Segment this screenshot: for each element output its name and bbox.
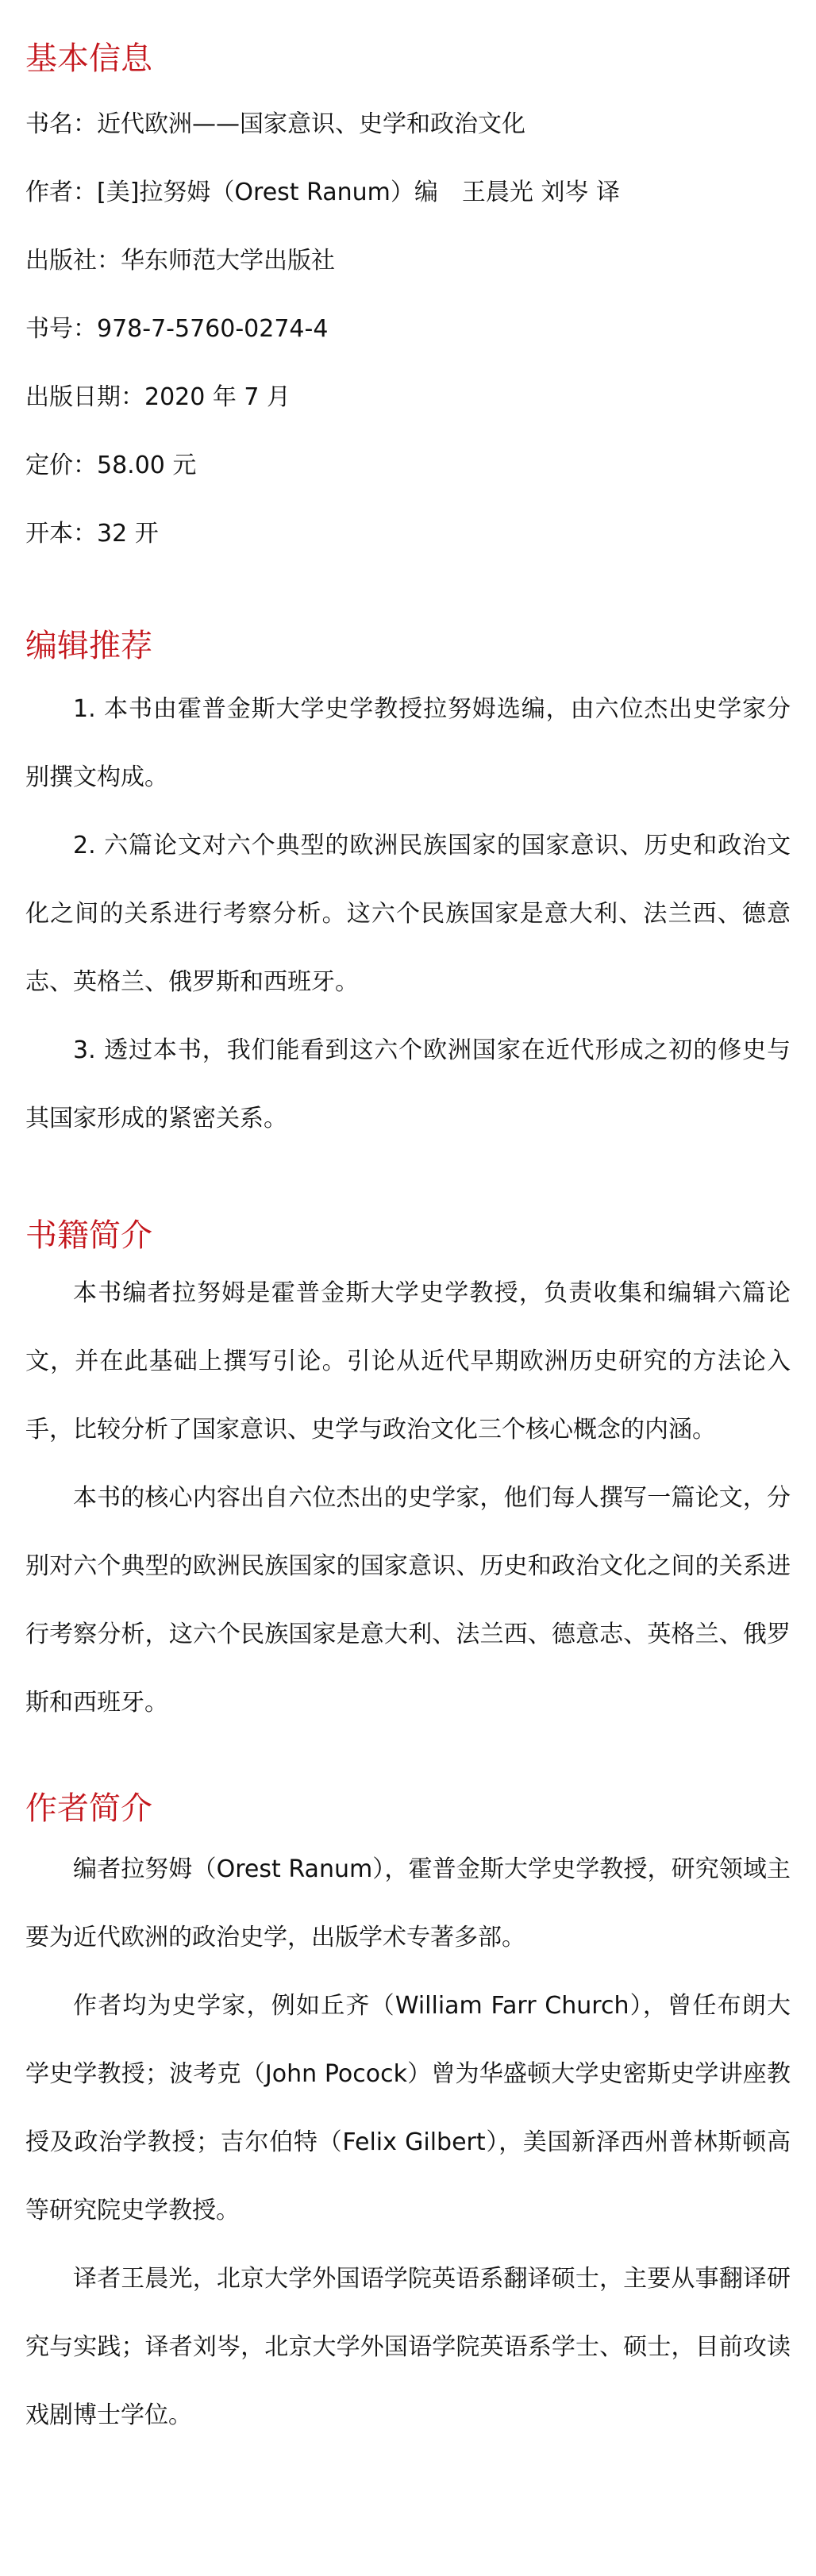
- intro-paragraph: 本书的核心内容出自六位杰出的史学家，他们每人撰写一篇论文，分别对六个典型的欧洲民族国家的国家意识、历史和政治文化之间的关系进行考察分析，这六个民族国家是意大利、法兰西、德意志、英格兰、俄罗斯和西班牙。: [25, 1484, 791, 1717]
- book-intro-body: [25, 1259, 791, 1737]
- book-intro-section: [25, 1213, 791, 1737]
- recommend-paragraph: 2. 六篇论文对六个典型的欧洲民族国家的国家意识、历史和政治文化之间的关系进行考察分析。这六个民族国家是意大利、法兰西、德意志、英格兰、俄罗斯和西班牙。: [25, 832, 791, 996]
- format-field: 开本：32 开: [25, 520, 159, 548]
- author-paragraph: 译者王晨光，北京大学外国语学院英语系翻译硕士，主要从事翻译研究与实践；译者刘岑，北京大学外国语学院英语系学士、硕士，目前攻读戏剧博士学位。: [25, 2265, 791, 2429]
- author-intro-heading: 作者简介: [25, 1790, 152, 1827]
- basic-info-fields: [25, 108, 791, 551]
- author-paragraph: 作者均为史学家，例如丘齐（William Farr Church），曾任布朗大学史学教授；波考克（John Pocock）曾为华盛顿大学史密斯史学讲座教授及政治学教授；吉尔伯特（Felix Gilbert），美国新泽西州普林斯顿高等研究院史学教授。: [25, 1992, 791, 2224]
- author-paragraph: 编者拉努姆（Orest Ranum），霍普金斯大学史学教授，研究领域主要为近代欧洲的政治史学，出版学术专著多部。: [25, 1855, 791, 1951]
- recommend-paragraph: 3. 透过本书，我们能看到这六个欧洲国家在近代形成之初的修史与其国家形成的紧密关系。: [25, 1036, 791, 1132]
- author-intro-section: [25, 1786, 791, 2450]
- publisher-field: 出版社：华东师范大学出版社: [25, 247, 335, 275]
- editor-recommend-section: [25, 624, 791, 1153]
- recommend-paragraph: 1. 本书由霍普金斯大学史学教授拉努姆选编，由六位杰出史学家分别撰文构成。: [25, 695, 791, 791]
- publish-date-field: 出版日期：2020 年 7 月: [25, 383, 291, 411]
- basic-info-section: [25, 0, 791, 551]
- author-field: 作者：[美]拉努姆（Orest Ranum）编 王晨光 刘岑 译: [25, 179, 620, 206]
- basic-info-heading: 基本信息: [25, 40, 152, 77]
- editor-recommend-body: [25, 675, 791, 1153]
- book-title-field: 书名：近代欧洲——国家意识、史学和政治文化: [25, 110, 525, 138]
- author-intro-body: [25, 1836, 791, 2450]
- isbn-field: 书号：978-7-5760-0274-4: [25, 315, 329, 343]
- price-field: 定价：58.00 元: [25, 452, 197, 479]
- intro-paragraph: 本书编者拉努姆是霍普金斯大学史学教授，负责收集和编辑六篇论文，并在此基础上撰写引论。引论从近代早期欧洲历史研究的方法论入手，比较分析了国家意识、史学与政治文化三个核心概念的内涵。: [25, 1279, 791, 1444]
- book-intro-heading: 书籍简介: [25, 1217, 152, 1254]
- editor-recommend-heading: 编辑推荐: [25, 628, 152, 664]
